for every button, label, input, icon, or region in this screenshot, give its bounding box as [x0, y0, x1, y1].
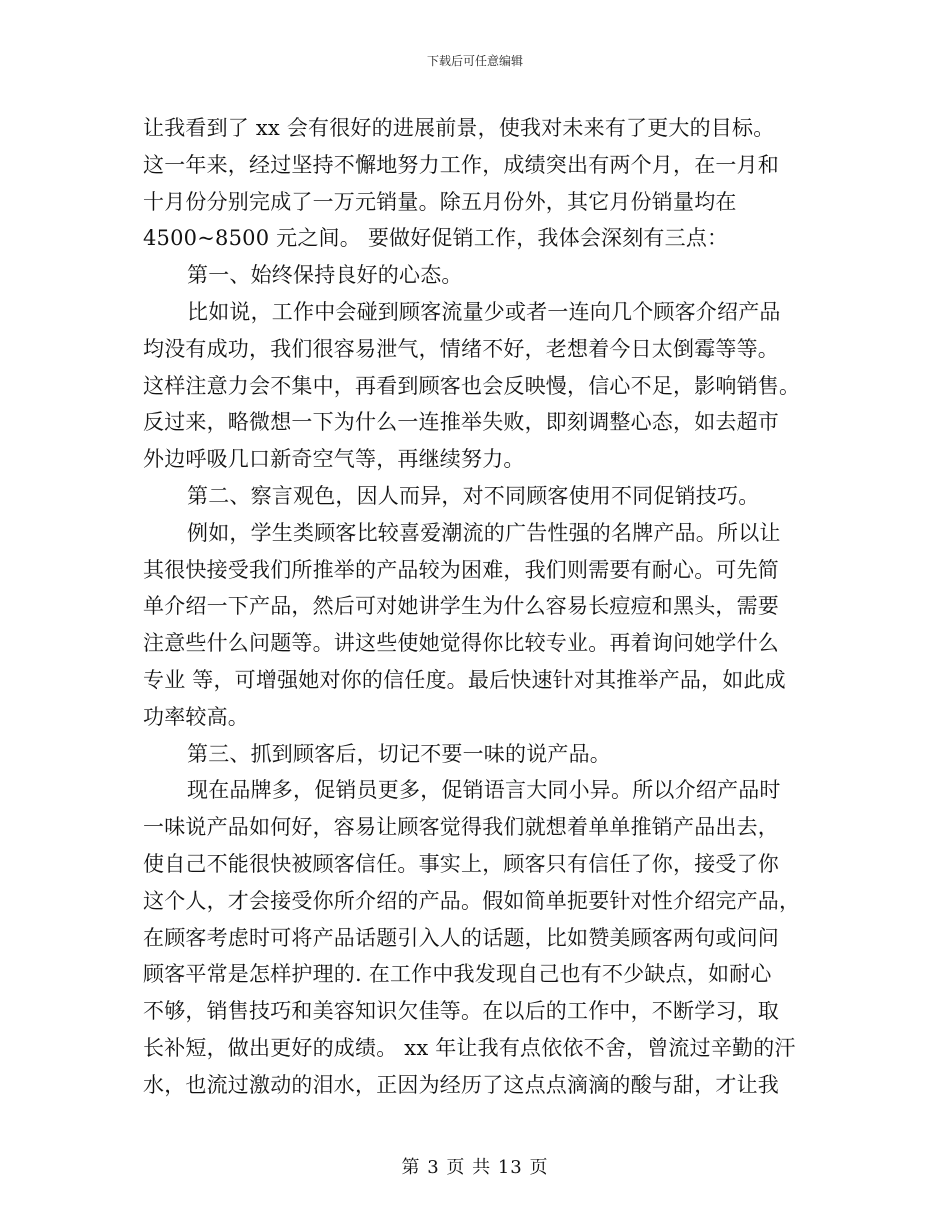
text-line: 这个人，才会接受你所介绍的产品。假如简单扼要针对性介绍完产品，	[143, 888, 801, 913]
text-line: 注意些什么问题等。讲这些使她觉得你比较专业。再着询问她学什么	[143, 631, 779, 656]
text-line: 顾客平常是怎样护理的. 在工作中我发现自己也有不少缺点，如耐心	[143, 962, 772, 987]
text-line: 例如，学生类顾客比较喜爱潮流的广告性强的名牌产品。所以让	[187, 520, 781, 545]
text-line: 专业 等，可增强她对你的信任度。最后快速针对其推举产品，如此成	[143, 667, 786, 692]
text-line: 单介绍一下产品，然后可对她讲学生为什么容易长痘痘和黑头，需要	[143, 594, 779, 619]
text-line: 第三、抓到顾客后，切记不要一味的说产品。	[187, 741, 611, 766]
text-line: 第一、始终保持良好的心态。	[187, 263, 463, 288]
text-line: 十月份分别完成了一万元销量。除五月份外，其它月份销量均在	[143, 189, 737, 214]
text-line: 第二、察言观色，因人而异，对不同顾客使用不同促销技巧。	[187, 483, 760, 508]
text-line: 让我看到了 xx 会有很好的进展前景，使我对未来有了更大的目标。	[143, 116, 775, 140]
text-line: 在顾客考虑时可将产品话题引入人的话题，比如赞美顾客两句或问问	[143, 925, 779, 950]
text-line: 4500~8500 元之间。 要做好促销工作，我体会深刻有三点：	[143, 226, 729, 251]
body-text	[143, 110, 803, 1104]
page-footer: 第 3 页 共 13 页	[401, 1157, 549, 1178]
text-line: 反过来，略微想一下为什么一连推举失败，即刻调整心态，如去超市	[143, 410, 779, 435]
text-line: 长补短，做出更好的成绩。 xx 年让我有点依依不舍，曾流过辛勤的汗	[143, 1035, 796, 1060]
text-line: 这一年来，经过坚持不懈地努力工作，成绩突出有两个月，在一月和	[143, 152, 779, 177]
text-line: 均没有成功，我们很容易泄气，情绪不好，老想着今日太倒霉等等。	[143, 336, 779, 361]
text-line: 比如说，工作中会碰到顾客流量少或者一连向几个顾客介绍产品	[187, 299, 781, 324]
text-line: 这样注意力会不集中，再看到顾客也会反映慢，信心不足，影响销售。	[143, 373, 801, 398]
text-line: 使自己不能很快被顾客信任。事实上，顾客只有信任了你，接受了你	[143, 851, 779, 876]
text-line: 其很快接受我们所推举的产品较为困难，我们则需要有耐心。可先简	[143, 557, 779, 582]
text-line: 外边呼吸几口新奇空气等，再继续努力。	[143, 447, 525, 472]
text-line: 一味说产品如何好，容易让顾客觉得我们就想着单单推销产品出去，	[143, 815, 779, 840]
text-line: 现在品牌多，促销员更多，促销语言大同小异。所以介绍产品时	[187, 778, 781, 803]
text-line: 水，也流过激动的泪水，正因为经历了这点点滴滴的酸与甜，才让我	[143, 1072, 779, 1097]
page-header: 下载后可任意编辑	[426, 54, 523, 68]
text-line: 功率较高。	[143, 704, 249, 729]
text-line: 不够，销售技巧和美容知识欠佳等。在以后的工作中，不断学习，取	[143, 999, 779, 1024]
